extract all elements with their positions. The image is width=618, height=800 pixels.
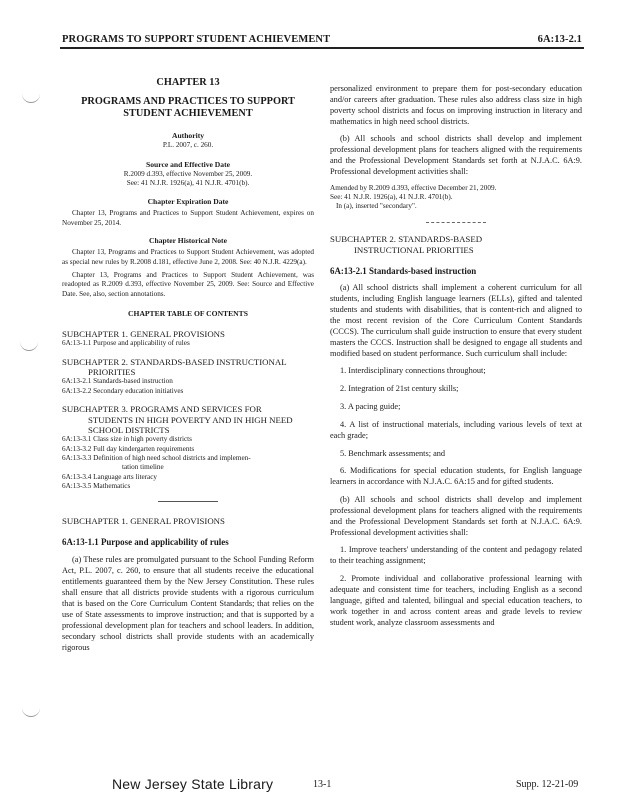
library-stamp: New Jersey State Library [112, 776, 274, 792]
page-number: 13-1 [313, 779, 332, 790]
header-section-number: 6A:13-2.1 [537, 34, 582, 45]
paragraph: personalized environment to prepare them for post-secondary education and/or careers after graduation. These rules also address class size in high poverty school districts and focus on improving instruction in literacy and mathematics in high need school districts. [330, 84, 582, 126]
section-heading: 6A:13-1.1 Purpose and applicability of rules [62, 537, 229, 548]
running-header [62, 34, 582, 48]
header-title: PROGRAMS TO SUPPORT STUDENT ACHIEVEMENT [62, 34, 331, 45]
section-heading: 6A:13-2.1 Standards-based instruction [330, 265, 477, 276]
source-heading: Source and Effective Date [145, 159, 230, 169]
toc-subchapter: SUBCHAPTER 1. GENERAL PROVISIONS [62, 328, 225, 339]
expiration-text: Chapter 13, Programs and Practices to Support Student Achievement, expires on November 25, 2014. [62, 209, 314, 227]
subchapter-heading [330, 234, 582, 256]
expiration-heading: Chapter Expiration Date [147, 197, 229, 207]
left-column [62, 66, 314, 660]
toc-entry: 6A:13-3.1 Class size in high poverty districts [62, 435, 192, 444]
amendment-line: In (a), inserted "secondary". [336, 202, 417, 211]
margin-mark [20, 340, 38, 351]
section-divider [158, 501, 218, 502]
margin-mark [22, 706, 40, 717]
supplement-date: Supp. 12-21-09 [516, 779, 579, 790]
source-text: R.2009 d.393, effective November 25, 2009. [123, 169, 253, 178]
toc-subchapter-line: SUBCHAPTER 3. PROGRAMS AND SERVICES FOR [62, 404, 262, 415]
list-item: 1. Improve teachers' understanding of the content and pedagogy related to their teaching assignment; [330, 545, 582, 566]
toc-heading: CHAPTER TABLE OF CONTENTS [128, 308, 248, 318]
toc-subchapter-line: SCHOOL DISTRICTS [88, 424, 170, 435]
historical-note: Chapter 13, Programs and Practices to Support Student Achievement, was readopted as R.2009 d.393, effective November 25, 2009. See: Source and Effective Date. See, also, section annotations. [62, 270, 314, 298]
list-item: 4. A list of instructional materials, including various levels of text at each grade; [330, 419, 582, 440]
paragraph: (b) All schools and school districts shall develop and implement professional development plans for teachers aligned with the requirements and the Professional Development Standards set forth at N.J.A.C. 6A:9. Professional development activities shall: [330, 133, 582, 176]
list-item: 1. Interdisciplinary connections throughout; [340, 365, 486, 375]
subchapter-heading: SUBCHAPTER 1. GENERAL PROVISIONS [62, 516, 225, 527]
toc-entry: 6A:13-2.1 Standards-based instruction [62, 377, 173, 386]
chapter-title: PROGRAMS AND PRACTICES TO SUPPORT STUDENT ACHIEVEMENT [81, 95, 295, 120]
subchapter-line: SUBCHAPTER 2. STANDARDS-BASED [330, 233, 483, 244]
paragraph: (a) These rules are promulgated pursuant to the School Funding Reform Act, P.L. 2007, c. 260, to ensure that all students receive the educational entitlements guaranteed them by the New Jersey Constitution. These rules shall ensure that all districts provide students with a rigorous curriculum that is based on the Core Curriculum Content Standards; that relies on the use of State assessments to improve instruction; and that is supported by a professional development plan for teachers and school leaders. In addition, secondary school districts shall provide students with an academically rigorous [62, 555, 314, 652]
paragraph: (b) All schools and school districts shall develop and implement professional development plans for teachers aligned with the requirements and the Professional Development Standards set forth at N.J.A.C. 6A:9. Professional development activities shall: [330, 495, 582, 538]
chapter-label: CHAPTER 13 [156, 77, 220, 88]
amendment-line: See: 41 N.J.R. 1926(a), 41 N.J.R. 4701(b). [330, 192, 453, 201]
header-rule [60, 47, 584, 49]
list-item: 3. A pacing guide; [340, 401, 401, 411]
toc-entry-line: 6A:13-3.3 Definition of high need school districts and implemen- [62, 454, 251, 463]
list-item: 5. Benchmark assessments; and [340, 448, 446, 458]
toc-subchapter-line: PRIORITIES [88, 367, 136, 378]
toc-subchapter [62, 404, 314, 435]
historical-heading: Chapter Historical Note [149, 236, 227, 246]
historical-note: Chapter 13, Programs and Practices to Support Student Achievement, was adopted as special new rules by R.2008 d.181, effective June 2, 2008. See: 40 N.J.R. 4229(a). [62, 248, 314, 266]
toc-subchapter-line: STUDENTS IN HIGH POVERTY AND IN HIGH NEED [88, 414, 293, 425]
subchapter-line: INSTRUCTIONAL PRIORITIES [354, 244, 474, 255]
toc-subchapter-line: SUBCHAPTER 2. STANDARDS-BASED INSTRUCTIONAL [62, 356, 287, 367]
toc-entry [62, 454, 314, 473]
list-item: 6. Modifications for special education students, for English language learners in accordance with N.J.A.C. 6A:15 and for gifted students. [330, 466, 582, 487]
toc-entry: 6A:13-3.4 Language arts literacy [62, 472, 157, 481]
toc-entry: 6A:13-1.1 Purpose and applicability of rules [62, 339, 190, 348]
toc-entry: 6A:13-2.2 Secondary education initiatives [62, 386, 184, 395]
margin-mark [22, 92, 40, 103]
list-item: 2. Promote individual and collaborative professional learning with adequate and consistent time for teachers, including English as a second language, gifted and talented, bilingual and special education teachers, to work together in and across content areas and grade levels to review student work, analyze classroom assessments and [330, 573, 582, 627]
toc-subchapter [62, 357, 314, 378]
authority-text: P.L. 2007, c. 260. [162, 141, 214, 150]
toc-entry: 6A:13-3.2 Full day kindergarten requirements [62, 444, 195, 453]
right-column [330, 84, 582, 636]
authority-heading: Authority [171, 131, 205, 141]
source-text: See: 41 N.J.R. 1926(a), 41 N.J.R. 4701(b). [126, 179, 250, 188]
amendment-note [330, 184, 582, 212]
toc-entry: 6A:13-3.5 Mathematics [62, 482, 131, 491]
toc-entry-line: tation timeline [122, 463, 164, 472]
list-item: 2. Integration of 21st century skills; [340, 383, 459, 393]
paragraph: (a) All school districts shall implement a coherent curriculum for all students, including English language learners (ELLs), gifted and talented students and students with disabilities, that is content-rich and aligned to the most recent revision of the Core Curriculum Content Standards (CCCS). The curriculum shall guide instruction to ensure that every student masters the CCCS. Instruction shall be designed to engage all students and modified based on student performance. Such curriculum shall include: [330, 283, 582, 358]
amendment-line: Amended by R.2009 d.393, effective December 21, 2009. [330, 183, 497, 192]
section-divider [426, 222, 486, 224]
